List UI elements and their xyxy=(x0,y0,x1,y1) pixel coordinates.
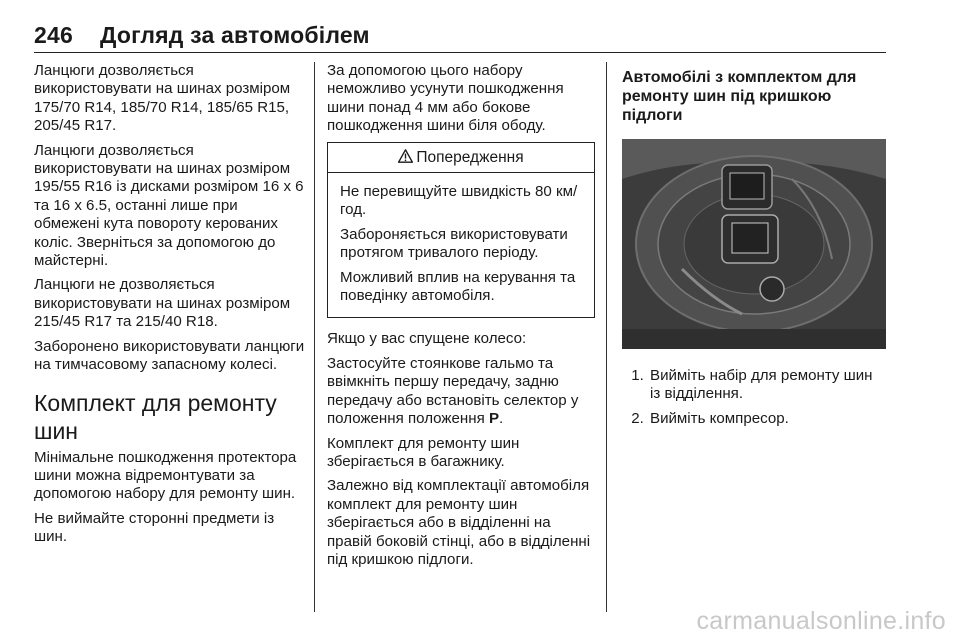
warning-triangle-icon xyxy=(398,149,413,163)
page-number: 246 xyxy=(34,22,73,48)
paragraph: Ланцюги не дозволяється використовувати на шинах розміром 215/45 R17 та 215/40 R18. xyxy=(34,276,291,331)
warning-text: Не перевищуйте швидкість 80 км/год. xyxy=(340,183,578,219)
column-2 xyxy=(327,62,595,575)
watermark: carmanualsonline.info xyxy=(696,607,946,635)
paragraph: Ланцюги дозволяється використовувати на шинах розміром 175/70 R14, 185/70 R14, 185/65 R15, 205/45 R17. xyxy=(34,62,291,135)
warning-body xyxy=(328,173,594,317)
paragraph xyxy=(327,355,595,429)
section-heading: Комплект для ремонту шин xyxy=(34,389,277,444)
paragraph: Якщо у вас спущене колесо: xyxy=(327,330,527,348)
subsection-heading: Автомобілі з комплектом для ремонту шин під кришкою підлоги xyxy=(622,69,857,124)
steps-list xyxy=(622,367,886,428)
paragraph: Залежно від комплектації автомобіля комплект для ремонту шин зберігається або в відділенні на правій боковій стінці, або в відділенні під кришкою підлоги. xyxy=(327,477,591,568)
trunk-repair-kit-photo xyxy=(622,139,886,349)
warning-text: Можливий вплив на керування та поведінку автомобіля. xyxy=(340,268,576,305)
trunk-photo-illustration xyxy=(622,139,886,349)
section-title: Догляд за автомобілем xyxy=(100,22,370,48)
column-divider xyxy=(606,62,607,612)
paragraph: За допомогою цього набору неможливо усунути пошкодження шини понад 4 мм або бокове пошкодження шини біля ободу. xyxy=(327,62,564,135)
text-run: . xyxy=(499,410,504,428)
header-rule xyxy=(34,52,886,53)
gear-selector-p: P xyxy=(488,410,500,428)
warning-header xyxy=(328,143,594,173)
warning-text: Забороняється використовувати протягом тривалого періоду. xyxy=(340,225,568,262)
paragraph: Не виймайте сторонні предмети із шин. xyxy=(34,509,275,546)
column-1 xyxy=(34,62,306,553)
column-3 xyxy=(622,62,886,434)
column-divider xyxy=(314,62,315,612)
list-item: 2. Вийміть компресор. xyxy=(648,410,886,428)
page-header xyxy=(34,22,370,49)
text-run: Застосуйте стоянкове гальмо та ввімкніть першу передачу, задню передачу або встановіть селектор у положення положення xyxy=(327,354,579,428)
paragraph: Заборонено використовувати ланцюги на тимчасовому запасному колесі. xyxy=(34,337,305,374)
list-item: 1. Вийміть набір для ремонту шин із відділення. xyxy=(648,367,886,404)
warning-title: Попередження xyxy=(416,148,524,166)
paragraph: Комплект для ремонту шин зберігається в багажнику. xyxy=(327,434,520,470)
paragraph: Ланцюги дозволяється використовувати на шинах розміром 195/55 R16 із дисками розміром 16 x 6 та 16 x 6.5, останні лише при обмежені кута повороту керованих коліс. Зверніться за допомогою до майстерні. xyxy=(34,141,304,270)
paragraph: Мінімальне пошкодження протектора шини можна відремонтувати за допомогою набору для ремонту шин. xyxy=(34,448,297,503)
warning-box xyxy=(327,142,595,319)
